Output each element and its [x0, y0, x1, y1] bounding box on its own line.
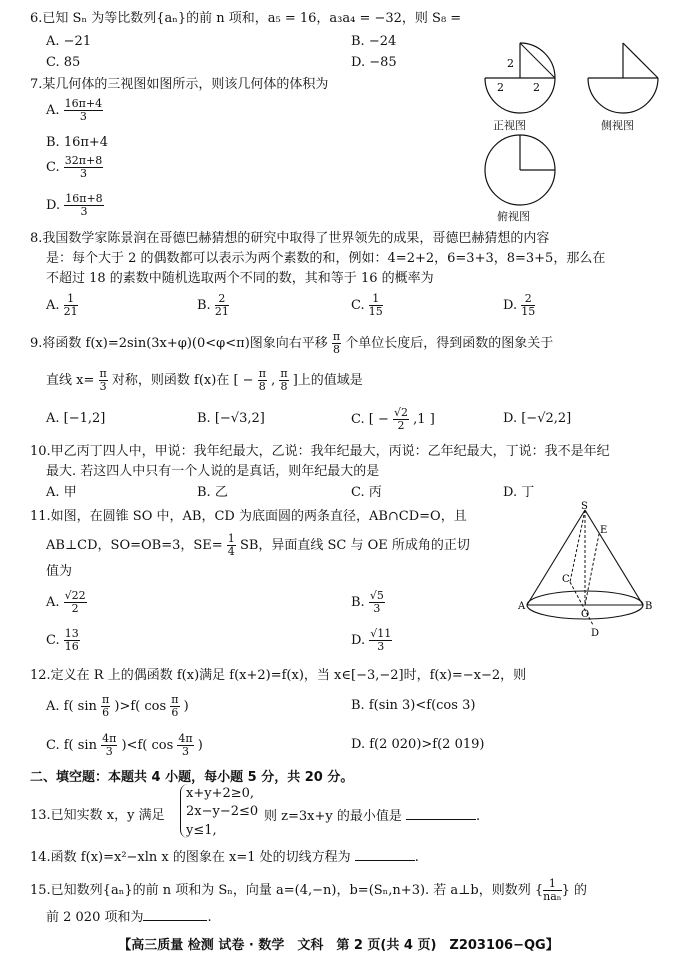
q12-option-a: A. f( sin $\frac{\pi}{6}$ )>f( cos $\frac{\pi}{6}$ )	[46, 693, 189, 719]
label-B: B	[645, 601, 653, 612]
q11-option-a: A. $\frac{√22}{2}$	[46, 589, 86, 615]
q10-option-a: A. 甲	[46, 485, 77, 500]
dim-left: 2	[497, 81, 504, 94]
top-view-caption: 俯视图	[497, 210, 530, 223]
q9-line-1: 9.将函数 f(x)=2sin(3x+φ)(0<φ<π)图象向右平移 $\frac{\pi}{8}$ 个单位长度后，得到函数的图象关于	[30, 330, 554, 356]
q6-option-d: D. −85	[351, 55, 397, 70]
label-D: D	[591, 628, 600, 639]
q11-line-1: 11.如图，在圆锥 SO 中，AB，CD 为底面圆的两条直径，AB∩CD=O，且	[30, 509, 467, 524]
q12-option-d: D. f(2 020)>f(2 019)	[351, 737, 485, 752]
q10-option-c: C. 丙	[351, 485, 382, 500]
q8-option-a: A. $\frac{1}{21}$	[46, 292, 78, 318]
q11-option-b: B. $\frac{√5}{3}$	[351, 589, 384, 615]
q11-line-3: 值为	[46, 564, 73, 579]
q9-option-a: A. [−1,2]	[46, 411, 106, 426]
front-view	[485, 43, 555, 113]
q6-option-c: C. 85	[46, 55, 81, 70]
label-O: O	[581, 609, 590, 620]
q7-option-b: B. 16π+4	[46, 135, 109, 150]
q9-option-c: C. [ − $\frac{√2}{2}$ ,1 ]	[351, 406, 435, 432]
label-S: S	[581, 501, 588, 512]
q9-option-b: B. [−√3,2]	[197, 411, 265, 426]
q15-line-2: 前 2 020 项和为 .	[46, 910, 212, 925]
label-E: E	[600, 525, 608, 536]
side-view	[588, 43, 658, 113]
label-C: C	[562, 574, 570, 585]
q15-line-1: 15.已知数列{aₙ}的前 n 项和为 Sₙ，向量 a=(4,−n)，b=(Sₙ,n+3). 若 a⊥b，则数列 { $\frac{1}{\text{naₙ}}$ } 的	[30, 877, 587, 903]
q12-option-b: B. f(sin 3)<f(cos 3)	[351, 698, 476, 713]
dim-right: 2	[533, 81, 540, 94]
q13-constraint-1: x+y+2≥0,	[186, 786, 255, 801]
q6-option-b: B. −24	[351, 34, 397, 49]
q6-stem: 6.已知 Sₙ 为等比数列{aₙ}的前 n 项和，a₅ = 16，a₃a₄ = −32，则 S₈ =	[30, 11, 462, 26]
q13-constraint-2: 2x−y−2≤0	[186, 804, 259, 819]
q10-option-b: B. 乙	[197, 485, 228, 500]
q11-line-2: AB⊥CD，SO=OB=3，SE= $\frac{1}{4}$ SB，异面直线 SC 与 OE 所成角的正切	[46, 532, 470, 558]
page-footer: 【高三质量 检测 试卷 · 数学 文科 第 2 页(共 4 页) Z203106−QG】	[118, 938, 559, 953]
section-2-heading: 二、填空题：本题共 4 小题，每小题 5 分，共 20 分。	[30, 770, 354, 785]
q12-option-c: C. f( sin $\frac{4\pi}{3}$ )<f( cos $\frac{4\pi}{3}$ )	[46, 732, 203, 758]
q14-line: 14.函数 f(x)=x²−xln x 的图象在 x=1 处的切线方程为 .	[30, 850, 419, 865]
q12-stem: 12.定义在 R 上的偶函数 f(x)满足 f(x+2)=f(x)，当 x∈[−3,−2]时，f(x)=−x−2，则	[30, 668, 527, 683]
q8-option-d: D. $\frac{2}{15}$	[503, 292, 536, 318]
q10-line-1: 10.甲乙丙丁四人中，甲说：我年纪最大，乙说：我年纪最大，丙说：乙年纪最大，丁说：我不是年纪	[30, 444, 610, 459]
q13-pre: 13.已知实数 x，y 满足	[30, 808, 165, 823]
q7-option-d: D. $\frac{16\pi+8}{3}$	[46, 192, 103, 218]
side-view-caption: 侧视图	[601, 119, 634, 132]
q14-answer-blank[interactable]	[355, 848, 415, 861]
q8-line-3: 不超过 18 的素数中随机选取两个不同的数，其和等于 16 的概率为	[46, 271, 434, 286]
front-view-caption: 正视图	[493, 119, 526, 132]
q10-option-d: D. 丁	[503, 485, 535, 500]
cone-figure	[515, 500, 660, 640]
q7-option-c: C. $\frac{32\pi+8}{3}$	[46, 154, 103, 180]
q13-post: 则 z=3x+y 的最小值是 .	[264, 809, 481, 824]
q9-line-2: 直线 x= $\frac{\pi}{3}$ 对称，则函数 f(x)在 [ − $\frac{\pi}{8}$ , $\frac{\pi}{8}$ ]上的值域是	[46, 367, 363, 393]
q8-option-c: C. $\frac{1}{15}$	[351, 292, 383, 318]
q6-option-a: A. −21	[46, 34, 92, 49]
q13-constraint-3: y≤1,	[186, 823, 217, 838]
q7-stem: 7.某几何体的三视图如图所示，则该几何体的体积为	[30, 77, 329, 92]
q15-answer-blank[interactable]	[143, 908, 207, 921]
q8-line-1: 8.我国数学家陈景润在哥德巴赫猜想的研究中取得了世界领先的成果，哥德巴赫猜想的内容	[30, 231, 550, 246]
q11-option-d: D. $\frac{√11}{3}$	[351, 627, 392, 653]
top-view	[485, 135, 555, 205]
q10-line-2: 最大. 若这四人中只有一个人说的是真话，则年纪最大的是	[46, 464, 380, 479]
q13-answer-blank[interactable]	[406, 807, 476, 820]
dim-height: 2	[507, 57, 514, 70]
q9-option-d: D. [−√2,2]	[503, 411, 572, 426]
q7-option-a: A. $\frac{16\pi+4}{3}$	[46, 97, 103, 123]
label-A: A	[518, 601, 526, 612]
q11-option-c: C. $\frac{13}{16}$	[46, 627, 79, 653]
q8-line-2: 是：每个大于 2 的偶数都可以表示为两个素数的和，例如：4=2+2，6=3+3，8=3+5，那么在	[46, 251, 606, 266]
q8-option-b: B. $\frac{2}{21}$	[197, 292, 229, 318]
